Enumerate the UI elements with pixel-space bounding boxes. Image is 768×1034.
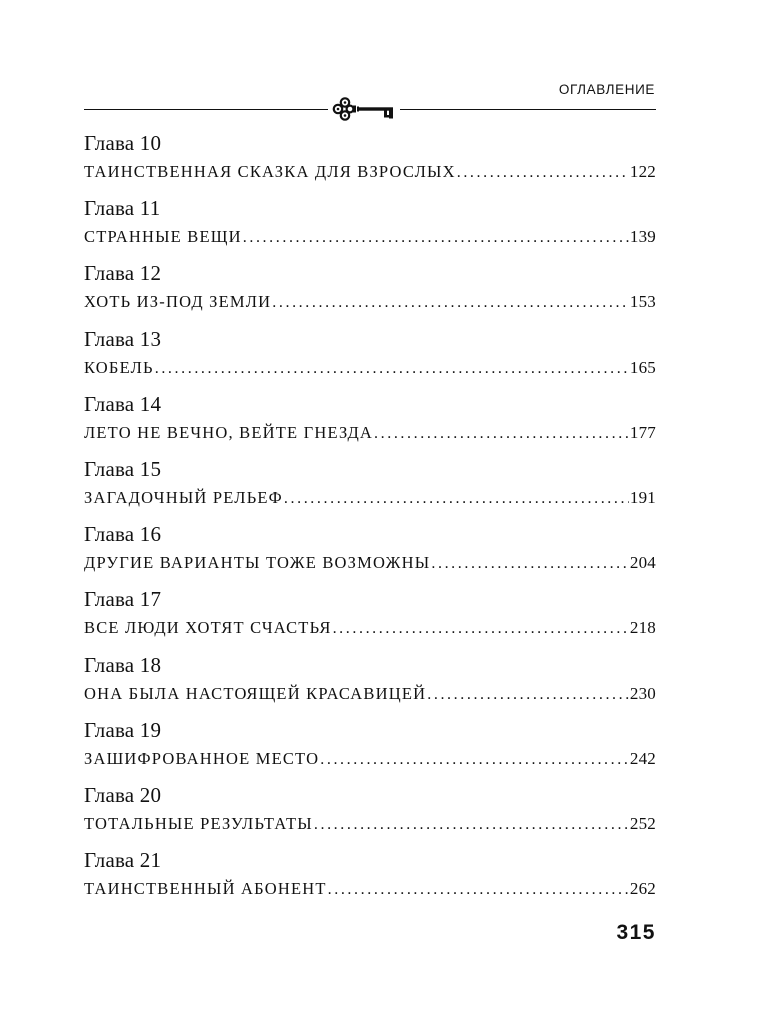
page-number: 252 [629, 813, 656, 833]
toc-item [84, 650, 656, 715]
dot-leader [374, 422, 629, 446]
page-number: 218 [629, 618, 656, 638]
dot-leader [284, 487, 629, 511]
chapter-title: ТАИНСТВЕННЫЙ АБОНЕНТ [84, 879, 327, 899]
toc-item [84, 389, 656, 454]
toc-entry-line [84, 158, 656, 188]
chapter-title: ОНА БЫЛА НАСТОЯЩЕЙ КРАСАВИЦЕЙ [84, 683, 427, 703]
chapter-title: ЛЕТО НЕ ВЕЧНО, ВЕЙТЕ ГНЕЗДА [84, 422, 374, 442]
dot-leader [328, 878, 629, 902]
dot-leader [243, 226, 629, 250]
running-head: ОГЛАВЛЕНИЕ [558, 82, 655, 97]
chapter-title: СТРАННЫЕ ВЕЩИ [84, 227, 242, 247]
chapter-title: ТОТАЛЬНЫЕ РЕЗУЛЬТАТЫ [84, 813, 313, 833]
chapter-label: Глава 19 [84, 717, 162, 742]
chapter-title: ЗАШИФРОВАННОЕ МЕСТО [84, 748, 320, 768]
toc-entry-line [84, 288, 656, 318]
table-of-contents [84, 128, 656, 910]
chapter-label: Глава 21 [84, 848, 162, 873]
toc-item [84, 845, 656, 910]
chapter-title: ХОТЬ ИЗ-ПОД ЗЕМЛИ [84, 292, 272, 312]
toc-item [84, 258, 656, 323]
page-number: 191 [629, 487, 656, 507]
page-number: 242 [629, 748, 656, 768]
chapter-title: ТАИНСТВЕННАЯ СКАЗКА ДЛЯ ВЗРОСЛЫХ [84, 162, 456, 181]
page-number: 204 [629, 553, 656, 573]
chapter-label: Глава 14 [84, 391, 162, 416]
chapter-label: Глава 17 [84, 587, 162, 612]
chapter-title: ЗАГАДОЧНЫЙ РЕЛЬЕФ [84, 487, 283, 507]
key-icon [328, 95, 400, 123]
toc-entry-line [84, 419, 656, 449]
toc-item [84, 715, 656, 780]
toc-entry-line [84, 614, 656, 644]
toc-entry-line [84, 680, 656, 710]
toc-entry-line [84, 745, 656, 775]
chapter-title: ДРУГИЕ ВАРИАНТЫ ТОЖЕ ВОЗМОЖНЫ [84, 553, 431, 573]
page-number: 139 [629, 227, 656, 247]
dot-leader [272, 291, 629, 315]
dot-leader [457, 161, 629, 185]
toc-entry-line [84, 549, 656, 579]
toc-entry-line [84, 484, 656, 514]
dot-leader [431, 552, 629, 576]
chapter-title: ВСЕ ЛЮДИ ХОТЯТ СЧАСТЬЯ [84, 618, 332, 638]
chapter-label: Глава 20 [84, 782, 162, 807]
chapter-label: Глава 12 [84, 261, 162, 286]
toc-entry-line [84, 354, 656, 384]
toc-item [84, 454, 656, 519]
chapter-title: КОБЕЛЬ [84, 357, 154, 377]
chapter-label: Глава 13 [84, 326, 162, 351]
toc-item [84, 193, 656, 258]
toc-item [84, 780, 656, 845]
dot-leader [314, 813, 629, 837]
folio-page-number: 315 [616, 921, 656, 944]
page-number: 153 [629, 292, 656, 312]
dot-leader [320, 748, 629, 772]
chapter-label: Глава 16 [84, 522, 162, 547]
chapter-label: Глава 15 [84, 456, 162, 481]
toc-entry-line [84, 223, 656, 253]
toc-item [84, 128, 656, 193]
dot-leader [155, 357, 629, 381]
chapter-label: Глава 10 [84, 131, 162, 155]
page-number: 177 [629, 422, 656, 442]
page-number: 230 [629, 683, 656, 703]
page-number: 122 [629, 162, 656, 181]
page-number: 165 [629, 357, 656, 377]
dot-leader [427, 683, 629, 707]
toc-item [84, 519, 656, 584]
toc-item [84, 324, 656, 389]
dot-leader [333, 617, 629, 641]
toc-entry-line [84, 810, 656, 840]
toc-entry-line [84, 875, 656, 905]
page-number: 262 [629, 879, 656, 899]
chapter-label: Глава 18 [84, 652, 162, 677]
toc-item [84, 584, 656, 649]
chapter-label: Глава 11 [84, 196, 161, 221]
